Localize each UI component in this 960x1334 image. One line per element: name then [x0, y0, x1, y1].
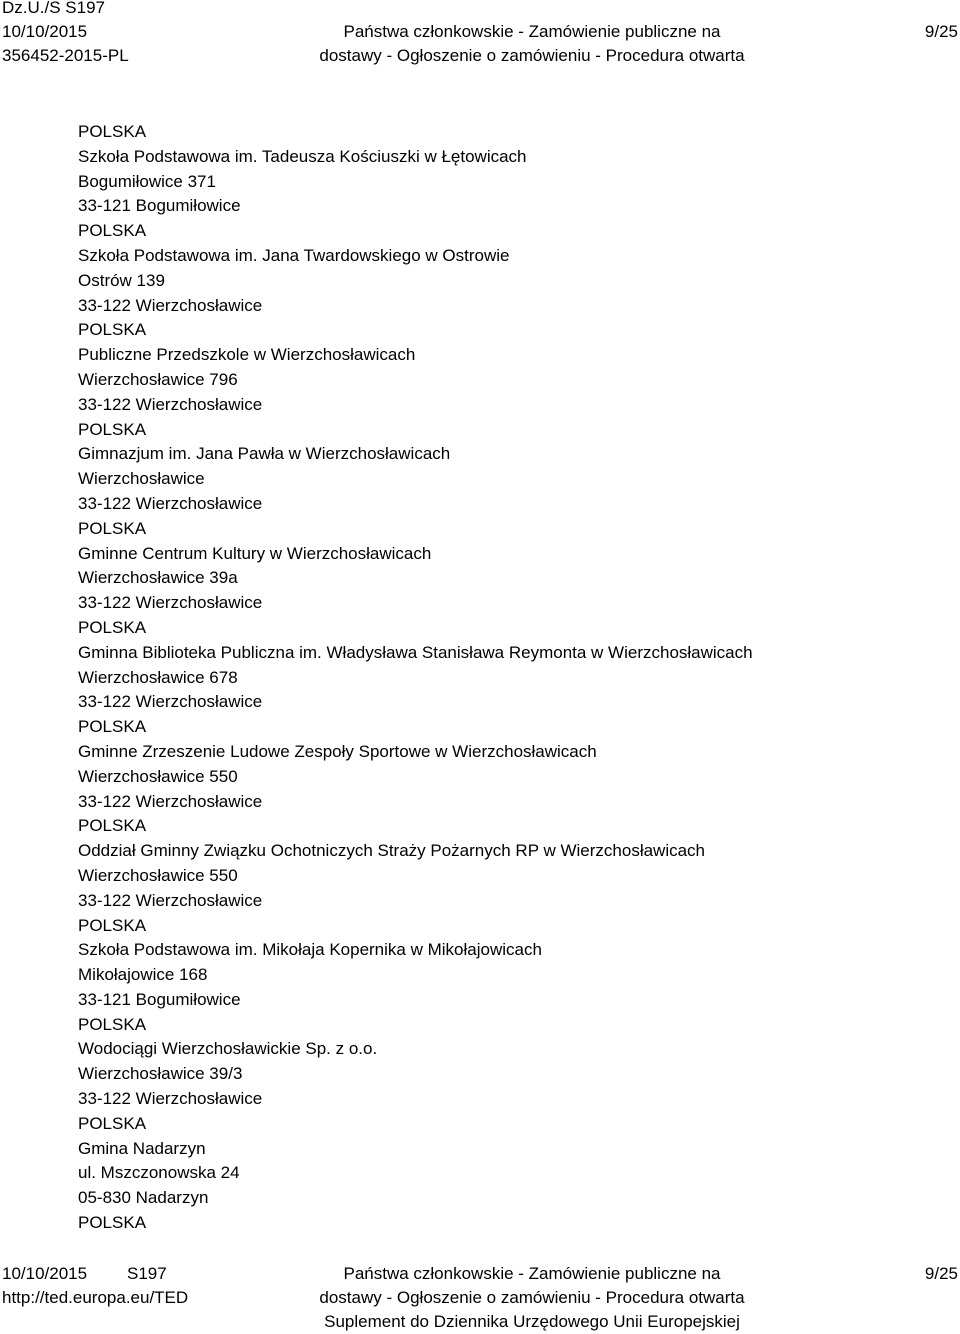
address-line: 33-122 Wierzchosławice — [78, 295, 263, 315]
address-line: Szkoła Podstawowa im. Tadeusza Kościuszki w Łętowicach — [78, 146, 527, 166]
address-line: POLSKA — [78, 717, 147, 737]
footer-title-line2: dostawy - Ogłoszenie o zamówieniu - Procedura otwarta — [319, 1288, 745, 1307]
address-line: 33-122 Wierzchosławice — [78, 791, 263, 811]
address-line: 33-121 Bogumiłowice — [78, 196, 241, 216]
address-line: POLSKA — [78, 221, 147, 241]
address-line: Szkoła Podstawowa im. Mikołaja Kopernika w Mikołajowicach — [78, 940, 542, 960]
address-line: Gimnazjum im. Jana Pawła w Wierzchosławicach — [78, 444, 451, 464]
address-line: Mikołajowice 168 — [78, 965, 208, 985]
address-line: Wierzchosławice — [78, 469, 205, 489]
address-line: POLSKA — [78, 122, 147, 141]
address-line: Gminna Biblioteka Publiczna im. Władysława Stanisława Reymonta w Wierzchosławicach — [78, 642, 753, 662]
address-line: POLSKA — [78, 1014, 147, 1034]
address-line: Wierzchosławice 39/3 — [78, 1064, 243, 1084]
address-line: 33-122 Wierzchosławice — [78, 692, 263, 712]
address-line: POLSKA — [78, 419, 147, 439]
document-id: 356452-2015-PL — [2, 46, 129, 65]
header-date: 10/10/2015 — [2, 22, 88, 41]
address-line: 33-122 Wierzchosławice — [78, 394, 263, 414]
address-line: Gminne Centrum Kultury w Wierzchosławicach — [78, 543, 432, 563]
header-page-number: 9/25 — [924, 22, 958, 41]
address-line: POLSKA — [78, 617, 147, 637]
address-line: 33-122 Wierzchosławice — [78, 1089, 263, 1109]
address-line: Gmina Nadarzyn — [78, 1138, 206, 1158]
address-line: 33-122 Wierzchosławice — [78, 890, 263, 910]
address-line: POLSKA — [78, 915, 147, 935]
address-line: Wierzchosławice 550 — [78, 865, 238, 885]
address-list — [78, 120, 938, 1236]
address-line: Wodociągi Wierzchosławickie Sp. z o.o. — [78, 1039, 378, 1059]
address-line: Wierzchosławice 39a — [78, 568, 238, 588]
footer-title-line3: Suplement do Dziennika Urzędowego Unii Europejskiej — [324, 1312, 740, 1331]
header-title-line2: dostawy - Ogłoszenie o zamówieniu - Procedura otwarta — [319, 46, 745, 65]
address-line: POLSKA — [78, 1213, 147, 1233]
address-line: Szkoła Podstawowa im. Jana Twardowskiego w Ostrowie — [78, 245, 510, 265]
header-title-line1: Państwa członkowskie - Zamówienie publiczne na — [343, 22, 721, 41]
address-line: 33-122 Wierzchosławice — [78, 593, 263, 613]
page-header — [0, 0, 960, 80]
address-line: Wierzchosławice 796 — [78, 369, 238, 389]
address-line: Oddział Gminny Związku Ochotniczych Straży Pożarnych RP w Wierzchosławicach — [78, 841, 706, 861]
footer-page-number: 9/25 — [924, 1264, 958, 1283]
ted-link[interactable]: http://ted.europa.eu/TED — [2, 1288, 189, 1307]
address-line: POLSKA — [78, 518, 147, 538]
address-line: 33-121 Bogumiłowice — [78, 989, 241, 1009]
page-footer — [0, 1262, 960, 1334]
address-line: 05-830 Nadarzyn — [78, 1188, 209, 1208]
address-line: 33-122 Wierzchosławice — [78, 493, 263, 513]
address-line: ul. Mszczonowska 24 — [78, 1163, 240, 1183]
address-line: POLSKA — [78, 320, 147, 340]
address-line: Publiczne Przedszkole w Wierzchosławicach — [78, 345, 416, 365]
address-line: Bogumiłowice 371 — [78, 171, 216, 191]
address-line: Wierzchosławice 678 — [78, 667, 238, 687]
address-line: POLSKA — [78, 1113, 147, 1133]
address-line: Ostrów 139 — [78, 270, 165, 290]
address-line: Wierzchosławice 550 — [78, 766, 238, 786]
journal-reference: Dz.U./S S197 — [2, 0, 105, 17]
footer-issue: S197 — [127, 1264, 167, 1283]
footer-title-line1: Państwa członkowskie - Zamówienie publiczne na — [343, 1264, 721, 1283]
footer-date: 10/10/2015 — [2, 1264, 88, 1283]
address-line: POLSKA — [78, 816, 147, 836]
address-line: Gminne Zrzeszenie Ludowe Zespoły Sportowe w Wierzchosławicach — [78, 741, 597, 761]
